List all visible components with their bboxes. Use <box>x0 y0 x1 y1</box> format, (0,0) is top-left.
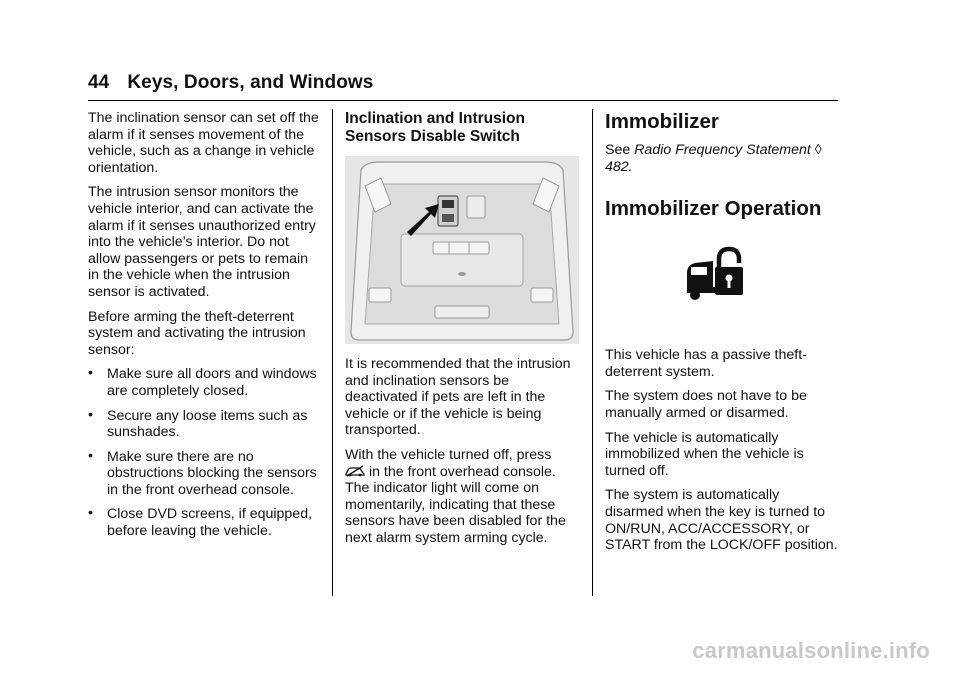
paragraph-intrusion-sensor: The intrusion sensor monitors the vehicle interior, and can activate the alarm if it senses unauthorized entry into the vehicle’s interior. Do not allow passengers or pets to remain in the vehicle when the intrusion sensor is activated. <box>88 184 316 300</box>
column-divider-2 <box>592 109 593 596</box>
column-divider-1 <box>332 109 333 596</box>
paragraph-auto-disarmed: The system is automatically disarmed when the key is turned to ON/RUN, ACC/ACCESSORY, or START from the LOCK/OFF position. <box>605 487 838 554</box>
bullet-item <box>88 506 322 539</box>
subheading-disable-switch: Inclination and Intrusion Sensors Disable Switch <box>345 110 525 145</box>
paragraph-inclination-sensor: The inclination sensor can set off the alarm if it senses movement of the vehicle, such as a change in vehicle orientation. <box>88 110 319 176</box>
page-number: 44 <box>88 72 110 93</box>
page-header <box>88 72 373 94</box>
column-1 <box>88 110 322 548</box>
immobilizer-lock-icon <box>683 243 747 303</box>
column-3 <box>605 110 840 562</box>
page-ref-number[interactable]: 482 <box>605 158 629 175</box>
paragraph-before-arming: Before arming the theft-deterrent system and activating the intrusion sensor: <box>88 308 306 358</box>
section-title: Keys, Doors, and Windows <box>127 72 374 93</box>
intrusion-disable-icon <box>345 465 365 477</box>
heading-immobilizer-operation: Immobilizer Operation <box>605 197 822 221</box>
bullet-item <box>88 408 322 441</box>
header-rule <box>88 100 838 101</box>
press-text-before: With the vehicle turned off, press <box>345 446 552 463</box>
paragraph-passive-system: This vehicle has a passive theft-deterrent system. <box>605 347 807 380</box>
immobilizer-figure <box>605 243 835 329</box>
bullet-symbol: • <box>88 406 93 423</box>
column-2 <box>345 110 580 555</box>
overhead-console-illustration <box>345 156 579 344</box>
bullet-symbol: • <box>88 505 93 522</box>
overhead-console-figure <box>345 156 579 344</box>
bullet-text: Close DVD screens, if equipped, before leaving the vehicle. <box>107 506 313 540</box>
bullet-text: Make sure there are no obstructions blocking the sensors in the front overhead console. <box>107 448 317 498</box>
paragraph-press-instructions <box>345 447 580 547</box>
see-suffix: . <box>628 158 633 175</box>
paragraph-auto-immobilized: The vehicle is automatically immobilized when the vehicle is turned off. <box>605 429 804 479</box>
bullet-symbol: • <box>88 365 93 382</box>
see-prefix: See <box>605 142 635 158</box>
watermark: carmanualsonline.info <box>692 638 930 663</box>
paragraph-no-arming: The system does not have to be manually armed or disarmed. <box>605 388 807 421</box>
bullet-text: Make sure all doors and windows are completely closed. <box>107 366 317 399</box>
bullet-text: Secure any loose items such as sunshades. <box>107 407 308 441</box>
heading-immobilizer: Immobilizer <box>605 110 719 133</box>
bullet-item <box>88 449 322 499</box>
bullet-item <box>88 366 322 399</box>
paragraph-recommendation: It is recommended that the intrusion and inclination sensors be deactivated if pets are left in the vehicle or if the vehicle is being transported. <box>345 356 571 439</box>
press-text-after: in the front overhead console. The indicator light will come on momentarily, indicating that these sensors have been disabled for the next alarm system arming cycle. <box>345 463 566 546</box>
see-link-radio-frequency[interactable]: Radio Frequency Statement <box>634 142 811 158</box>
bullet-symbol: • <box>88 447 93 464</box>
page-ref-symbol: ◊ <box>814 142 822 158</box>
see-reference <box>605 142 840 175</box>
